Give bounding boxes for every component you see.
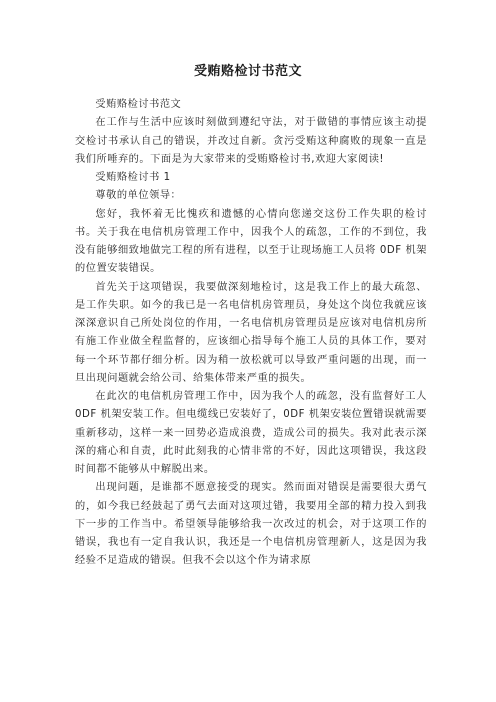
paragraph-intro: 在工作与生活中应该时刻做到遵纪守法，对于做错的事情应该主动提交检讨书承认自己的错误，并改过自新。贪污受贿这种腐败的现象一直是我们所唾弃的。下面是为大家带来的受贿赂检讨书,欢迎大家阅读!: [75, 117, 427, 165]
document-title: 受贿赂检讨书范文: [193, 64, 302, 79]
paragraph-section-heading: 受贿赂检讨书 1: [95, 172, 171, 183]
paragraph-salutation: 尊敬的单位领导：: [95, 190, 182, 202]
paragraph-body-4: 出现问题，是谁都不愿意接受的现实。然而面对错误是需要很大勇气的，如今我已经鼓起了勇气去面对这项过错，我要用全部的精力投入到我下一步的工作当中。希望领导能够给我一次改过的机会，对于这项工作的错误，我也有一定自我认识，我还是一个电信机房管理新人，这是因为我经验不足造成的错误。但我不会以这个作为请求原: [75, 482, 427, 567]
document-body: [75, 96, 427, 571]
paragraph-body-3: 在此次的电信机房管理工作中，因为我个人的疏忽，没有监督好工人 0DF 机架安装工作。但电缆线已安装好了，0DF 机架安装位置错误就需要重新移动，这样一来一回势必造成浪费，造成公司的损失。我对此表示深深的痛心和自责，此时此刻我的心情非常的不好，因此这项错误，我这段时间都不能够从中解脱出来。: [75, 391, 427, 475]
paragraph-subtitle: 受贿赂检讨书范文: [95, 99, 182, 110]
paragraph-body-2: 首先关于这项错误，我要做深刻地检讨，这是我工作上的最大疏忽、是工作失职。如今的我已是一名电信机房管理员，身处这个岗位我就应该深深意识自己所处岗位的作用，一名电信机房管理员是应该对电信机房所有施工作业做全程监督的，应该细心指导每个施工人员的具体工作，要对每一个环节都仔细分析。因为稍一放松就可以导致严重问题的出现，而一旦出现问题就会给公司、给集体带来严重的损失。: [75, 281, 427, 384]
paragraph-body-1: 您好，我怀着无比愧疚和遗憾的心情向您递交这份工作失职的检讨书。关于我在电信机房管理工作中，因我个人的疏忽，工作的不到位，我没有能够细致地做完工程的所有进程，以至于让现场施工人员将 0DF 机架的位置安装错误。: [75, 208, 427, 275]
